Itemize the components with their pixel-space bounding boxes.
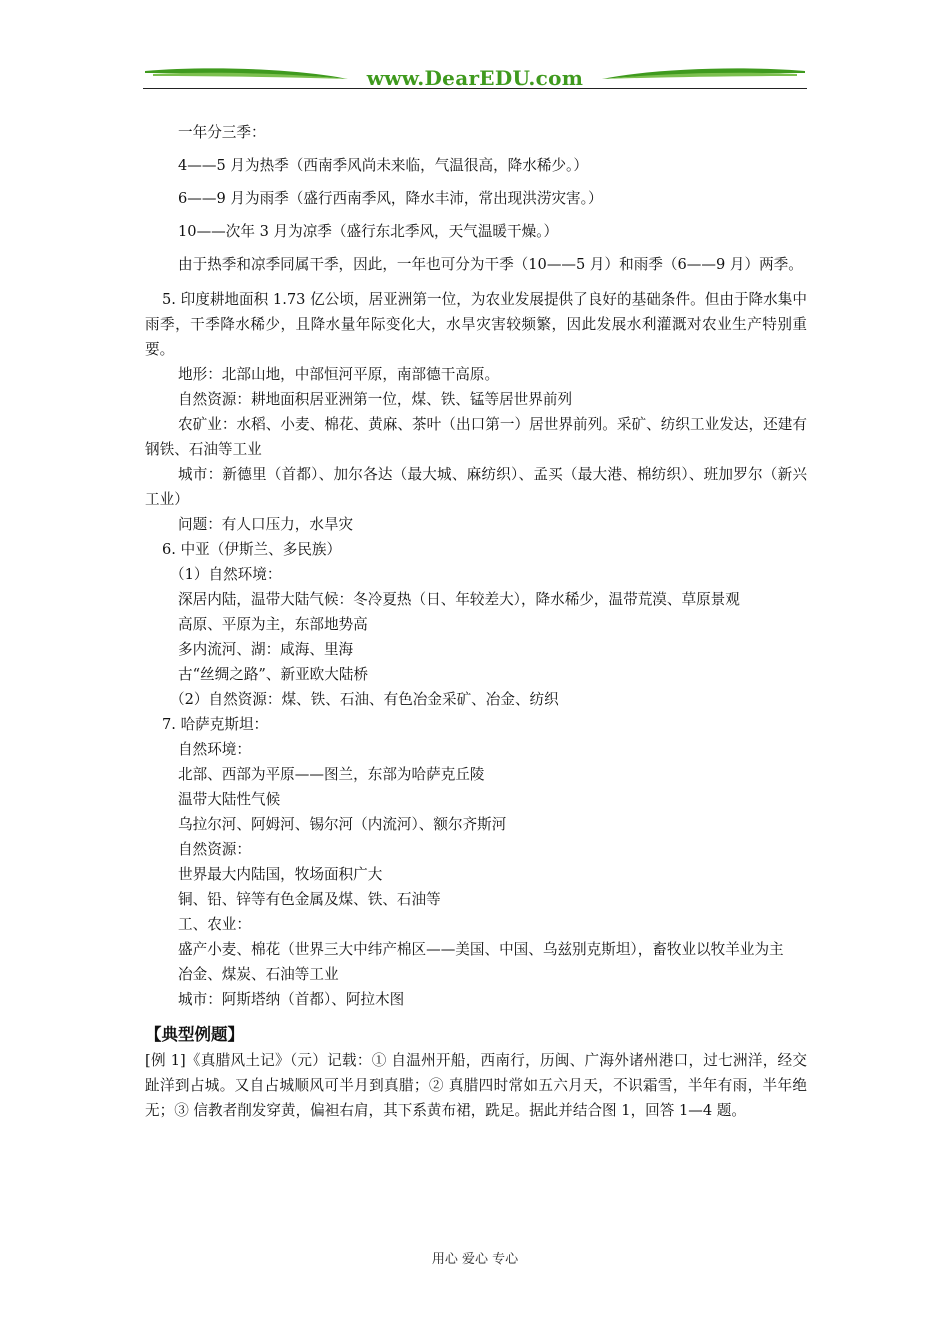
paragraph: 铜、铅、锌等有色金属及煤、铁、石油等 — [178, 891, 441, 908]
paragraph: 世界最大内陆国，牧场面积广大 — [178, 866, 383, 883]
example-paragraph: [例 1]《真腊风土记》（元）记载：① 自温州开船，西南行，历闽、广海外诸州港口，过七洲洋，经交趾洋到占城。又自占城顺风可半月到真腊；② 真腊四时常如五六月天，不识霜雪，半年有雨，半年绝无；③ 信教者削发穿黄，偏袒右肩，其下系黄布裙，跣足。据此并结合图 1，回答 1—4 题。 — [145, 1052, 807, 1119]
paragraph: 工、农业： — [178, 916, 251, 933]
paragraph: 5. 印度耕地面积 1.73 亿公顷，居亚洲第一位，为农业发展提供了良好的基础条件。但由于降水集中雨季，干季降水稀少，且降水量年际变化大，水旱灾害较频繁，因此发展水利灌溉对农业生产特别重要。 — [145, 291, 807, 358]
paragraph: 问题：有人口压力，水旱灾 — [178, 516, 354, 533]
paragraph: 城市：阿斯塔纳（首都）、阿拉木图 — [178, 991, 405, 1008]
paragraph: 自然资源：耕地面积居亚洲第一位，煤、铁、锰等居世界前列 — [178, 391, 573, 408]
paragraph: 深居内陆，温带大陆气候：冬冷夏热（日、年较差大），降水稀少，温带荒漠、草原景观 — [178, 591, 740, 608]
paragraph: （1）自然环境： — [170, 566, 282, 583]
paragraph: 4——5 月为热季（西南季风尚未来临，气温很高，降水稀少。） — [178, 157, 588, 174]
document-body — [145, 120, 807, 1123]
paragraph: 6——9 月为雨季（盛行西南季风，降水丰沛，常出现洪涝灾害。） — [178, 190, 603, 207]
paragraph: 北部、西部为平原——图兰，东部为哈萨克丘陵 — [178, 766, 485, 783]
paragraph: 多内流河、湖：咸海、里海 — [178, 641, 354, 658]
paragraph: 地形：北部山地，中部恒河平原，南部德干高原。 — [178, 366, 500, 383]
paragraph: （2）自然资源：煤、铁、石油、有色冶金采矿、冶金、纺织 — [170, 691, 559, 708]
paragraph: 农矿业：水稻、小麦、棉花、黄麻、茶叶（出口第一）居世界前列。采矿、纺织工业发达，还建有钢铁、石油等工业 — [145, 416, 807, 458]
paragraph: 盛产小麦、棉花（世界三大中纬产棉区——美国、中国、乌兹别克斯坦），畜牧业以牧羊业为主 — [178, 941, 784, 958]
paragraph: 自然资源： — [178, 841, 251, 858]
paragraph: 冶金、煤炭、石油等工业 — [178, 966, 339, 983]
page-footer: 用心 爱心 专心 — [431, 1252, 519, 1267]
paragraph: 城市：新德里（首都）、加尔各达（最大城、麻纺织）、孟买（最大港、棉纺织）、班加罗尔（新兴工业） — [145, 466, 807, 508]
paragraph: 乌拉尔河、阿姆河、锡尔河（内流河）、额尔齐斯河 — [178, 816, 507, 833]
paragraph: 10——次年 3 月为凉季（盛行东北季风，天气温暖干燥。） — [178, 223, 559, 240]
list-heading: 6. 中亚（伊斯兰、多民族） — [162, 541, 342, 558]
paragraph: 由于热季和凉季同属干季，因此，一年也可分为干季（10——5 月）和雨季（6——9 月）两季。 — [178, 256, 803, 273]
paragraph: 古“丝绸之路”、新亚欧大陆桥 — [178, 666, 369, 683]
list-heading: 7. 哈萨克斯坦： — [162, 716, 269, 733]
site-logo-text: www.DearEDU.com — [366, 66, 584, 90]
paragraph: 自然环境： — [178, 741, 251, 758]
paragraph: 温带大陆性气候 — [178, 791, 281, 808]
section-title: 【典型例题】 — [145, 1025, 244, 1044]
header-rule — [143, 88, 807, 89]
paragraph: 一年分三季： — [178, 124, 266, 141]
paragraph: 高原、平原为主，东部地势高 — [178, 616, 368, 633]
